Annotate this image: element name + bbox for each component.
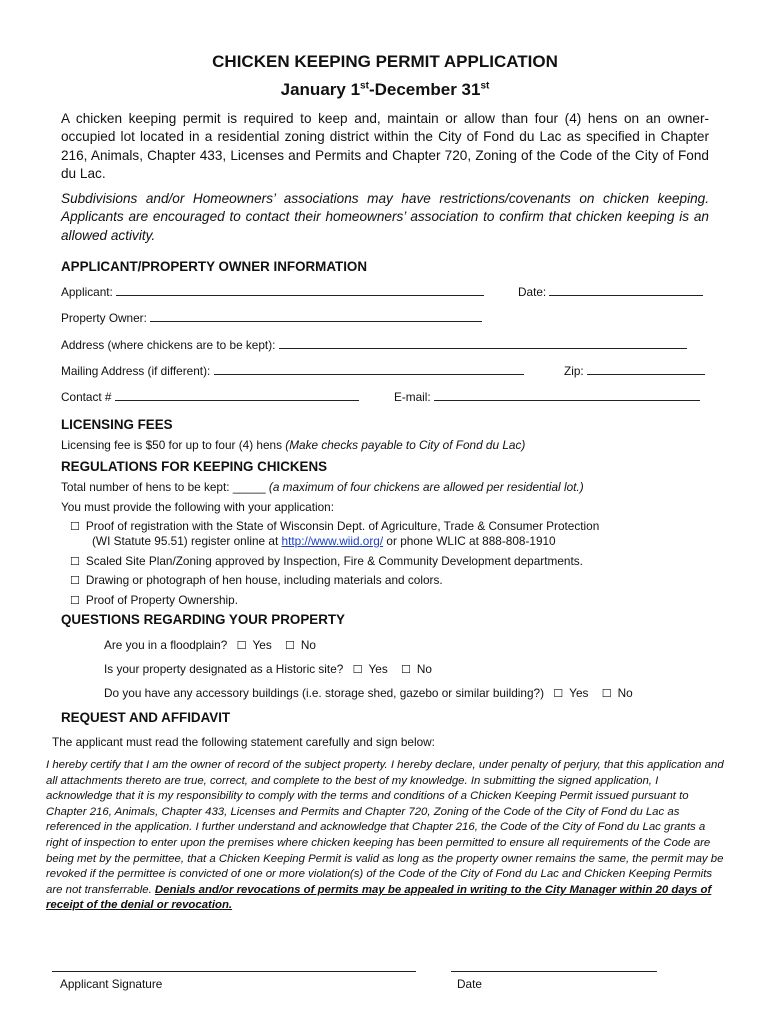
notice-paragraph: Subdivisions and/or Homeowners’ associations may have restrictions/covenants on chicken keeping. Applicants are encouraged to contact their homeowners’ association to confirm that chicken keeping is an allowed activity. <box>61 191 709 243</box>
question-text: Do you have any accessory buildings (i.e. storage shed, gazebo or similar building?) <box>104 686 544 700</box>
subtitle-sup: st <box>360 80 369 92</box>
signature-line[interactable] <box>52 971 416 972</box>
requirement-text: Scaled Site Plan/Zoning approved by Inspection, Fire & Community Development departments. <box>85 554 583 568</box>
no-option: No <box>300 638 316 652</box>
affidavit-appeal-text: Denials and/or revocations of permits may be appealed in writing to the City Manager within 20 days of receipt of the denial or revocation. <box>46 883 712 912</box>
mailing-row <box>61 364 524 378</box>
requirement-text: (WI Statute 95.51) register online at <box>92 534 279 548</box>
address-field[interactable] <box>279 338 687 349</box>
yes-option: Yes <box>368 662 388 676</box>
wiid-link[interactable]: http://www.wiid.org/ <box>281 534 384 548</box>
question-accessory <box>104 686 633 700</box>
contact-field[interactable] <box>115 390 359 401</box>
question-text: Are you in a floodplain? <box>104 638 228 652</box>
checkbox-icon[interactable]: ☐ <box>236 640 247 652</box>
checkbox-icon[interactable]: ☐ <box>70 521 80 533</box>
requirement-text: Proof of registration with the State of Wisconsin Dept. of Agriculture, Trade & Consumer Protection <box>85 519 600 533</box>
checkbox-icon[interactable]: ☐ <box>352 664 363 676</box>
date-row <box>518 285 703 299</box>
no-option: No <box>617 686 633 700</box>
checkbox-icon[interactable]: ☐ <box>401 664 411 676</box>
hens-total-note: (a maximum of four chickens are allowed per residential lot.) <box>268 480 584 494</box>
email-row <box>394 390 700 404</box>
checkbox-icon[interactable]: ☐ <box>70 595 80 607</box>
requirement-item-registration <box>70 519 599 533</box>
applicant-label: Applicant: <box>61 285 113 299</box>
applicant-row <box>61 285 484 299</box>
applicant-field[interactable] <box>116 285 484 296</box>
requirement-item-site-plan <box>70 554 583 568</box>
requirement-item-drawing <box>70 573 443 587</box>
page-title: CHICKEN KEEPING PERMIT APPLICATION <box>212 52 558 71</box>
date-label: Date: <box>518 285 547 299</box>
subtitle-sup: st <box>480 80 490 92</box>
affidavit-statement <box>46 758 724 914</box>
address-label: Address (where chickens are to be kept): <box>61 338 276 352</box>
fees-heading: LICENSING FEES <box>61 417 173 432</box>
subtitle-part: January 1 <box>280 80 361 99</box>
address-row <box>61 338 687 352</box>
signature-date-label: Date <box>457 977 482 991</box>
affidavit-heading: REQUEST AND AFFIDAVIT <box>61 710 231 725</box>
owner-row <box>61 311 482 325</box>
owner-field[interactable] <box>150 311 482 322</box>
requirement-text: Proof of Property Ownership. <box>85 593 238 607</box>
no-option: No <box>416 662 432 676</box>
checkbox-icon[interactable]: ☐ <box>553 688 564 700</box>
requirement-text: or phone WLIC at 888-808-1910 <box>386 534 556 548</box>
email-label: E-mail: <box>394 390 431 404</box>
checkbox-icon[interactable]: ☐ <box>70 575 80 587</box>
fees-text-row <box>61 438 525 452</box>
requirement-text: Drawing or photograph of hen house, including materials and colors. <box>85 573 443 587</box>
yes-option: Yes <box>252 638 272 652</box>
owner-label: Property Owner: <box>61 311 147 325</box>
contact-label: Contact # <box>61 390 112 404</box>
intro-paragraph: A chicken keeping permit is required to keep and, maintain or allow than four (4) hens on an owner-occupied lot located in a residential zoning district within the City of Fond du Lac as specified in Chapter 216, Animals, Chapter 433, Licenses and Permits and Chapter 720, Zoning of the Code of the City of Fond du Lac. <box>61 111 709 182</box>
requirement-item-registration-line2 <box>92 534 556 548</box>
mailing-field[interactable] <box>214 364 524 375</box>
checkbox-icon[interactable]: ☐ <box>285 640 295 652</box>
provide-label: You must provide the following with your application: <box>61 500 335 514</box>
email-field[interactable] <box>434 390 700 401</box>
contact-row <box>61 390 359 404</box>
affidavit-text: I hereby certify that I am the owner of record of the subject property. I hereby declare, under penalty of perjury, that this application and all attachments thereto are true, correct, and complete to the best of my knowledge. In submitting the signed application, I acknowledge that it is my responsibility to comply with the terms and conditions of a Chicken Keeping Permit issued pursuant to Chapter 216, Animals, Chapter 433, Licenses and Permits and Chapter 720, Zoning of the Code of the City of Fond du Lac as referenced in the application. I further understand and acknowledge that Chapter 216, the Code of the City of Fond du Lac grants a right of inspection to enter upon the premises where chicken keeping has been permitted to ensure all requirements of the Code are being met by the permittee, that a Chicken Keeping Permit is valid as long as the property owner remains the same, the permit may be revoked if the permittee is convicted of one or more violation(s) of the Code of the City of Fond du Lac and Chicken Keeping Permits are not transferrable. <box>46 759 724 896</box>
affidavit-instruction: The applicant must read the following statement carefully and sign below: <box>52 735 435 749</box>
date-field[interactable] <box>549 285 703 296</box>
signature-label: Applicant Signature <box>60 977 163 991</box>
hens-total-row <box>61 480 584 494</box>
zip-field[interactable] <box>587 364 705 375</box>
page-subtitle <box>0 80 770 100</box>
question-floodplain <box>104 638 316 652</box>
applicant-section-heading: APPLICANT/PROPERTY OWNER INFORMATION <box>61 259 368 274</box>
question-historic <box>104 662 432 676</box>
checkbox-icon[interactable]: ☐ <box>601 688 612 700</box>
signature-date-line[interactable] <box>451 971 657 972</box>
mailing-label: Mailing Address (if different): <box>61 364 211 378</box>
regulations-heading: REGULATIONS FOR KEEPING CHICKENS <box>61 459 328 474</box>
questions-heading: QUESTIONS REGARDING YOUR PROPERTY <box>61 612 345 627</box>
yes-option: Yes <box>569 686 589 700</box>
subtitle-part: -December 31 <box>368 80 481 99</box>
fees-text: Licensing fee is $50 for up to four (4) hens <box>61 438 282 452</box>
fees-note: (Make checks payable to City of Fond du Lac) <box>285 438 526 452</box>
zip-label: Zip: <box>564 364 584 378</box>
zip-row <box>564 364 705 378</box>
checkbox-icon[interactable]: ☐ <box>70 556 80 568</box>
hens-total-label[interactable]: Total number of hens to be kept: _____ <box>61 480 266 494</box>
requirement-item-ownership <box>70 593 238 607</box>
question-text: Is your property designated as a Historic site? <box>104 662 344 676</box>
